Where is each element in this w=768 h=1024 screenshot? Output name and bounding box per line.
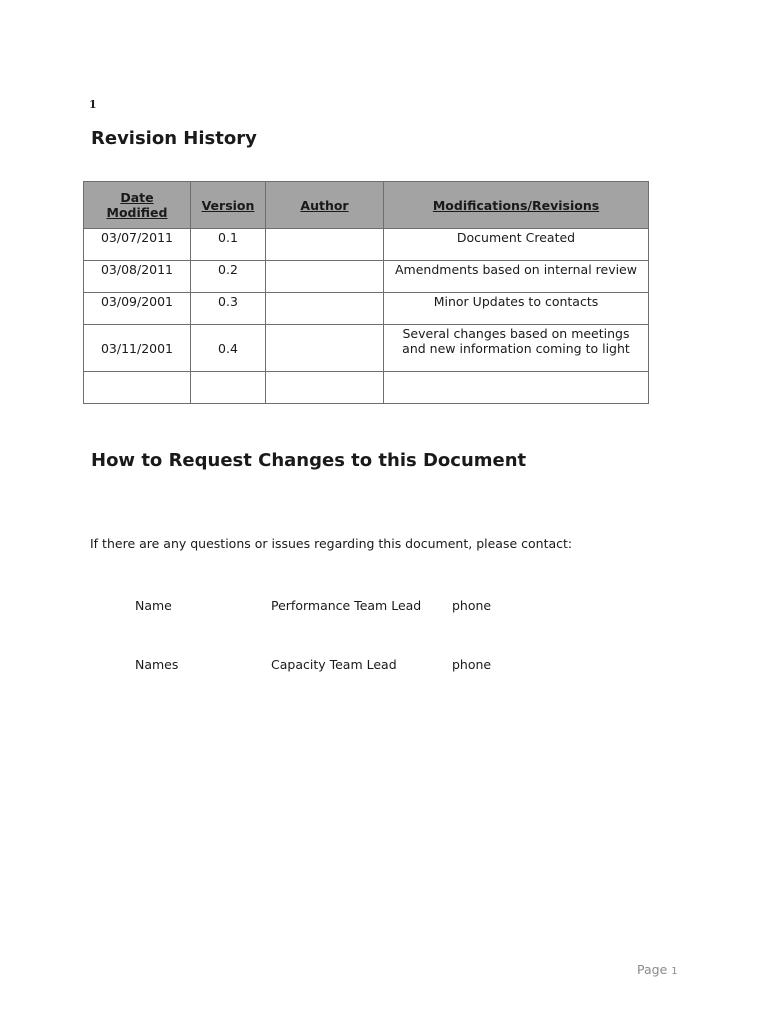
cell-date: 03/09/2001 bbox=[84, 293, 191, 325]
cell-version: 0.1 bbox=[191, 229, 266, 261]
cell-date: 03/11/2001 bbox=[84, 325, 191, 372]
header-version: Version bbox=[191, 182, 266, 229]
contact-phone: phone bbox=[452, 657, 492, 672]
cell-author bbox=[266, 372, 384, 404]
contact-phone: phone bbox=[452, 598, 492, 613]
table-row-empty bbox=[84, 372, 649, 404]
cell-modifications: Minor Updates to contacts bbox=[384, 293, 649, 325]
cell-modifications: Document Created bbox=[384, 229, 649, 261]
table-row bbox=[84, 325, 649, 372]
cell-author bbox=[266, 325, 384, 372]
footer-page-label: Page bbox=[637, 962, 668, 977]
cell-modifications bbox=[384, 372, 649, 404]
contact-name: Name bbox=[135, 598, 172, 613]
cell-version: 0.2 bbox=[191, 261, 266, 293]
cell-version: 0.3 bbox=[191, 293, 266, 325]
cell-date: 03/08/2011 bbox=[84, 261, 191, 293]
cell-modifications-line1: Several changes based on meetings bbox=[402, 326, 630, 341]
cell-modifications bbox=[384, 325, 649, 372]
page-marker: 1 bbox=[89, 98, 97, 111]
contact-name: Names bbox=[135, 657, 179, 672]
cell-author bbox=[266, 293, 384, 325]
contact-intro-text: If there are any questions or issues regarding this document, please contact: bbox=[90, 536, 573, 551]
cell-date bbox=[84, 372, 191, 404]
contact-role: Performance Team Lead bbox=[271, 598, 422, 613]
header-date-modified bbox=[84, 182, 191, 229]
header-date-line1: Date bbox=[120, 190, 154, 205]
cell-modifications-line2: and new information coming to light bbox=[402, 341, 630, 356]
header-author: Author bbox=[266, 182, 384, 229]
footer-page-number: 1 bbox=[671, 966, 678, 977]
request-changes-title: How to Request Changes to this Document bbox=[91, 450, 527, 471]
revision-history-table bbox=[83, 181, 649, 404]
table-header-row bbox=[84, 182, 649, 229]
contact-row bbox=[0, 657, 768, 677]
contact-row bbox=[0, 598, 768, 618]
cell-modifications: Amendments based on internal review bbox=[384, 261, 649, 293]
contact-role: Capacity Team Lead bbox=[271, 657, 397, 672]
table-row bbox=[84, 293, 649, 325]
cell-version: 0.4 bbox=[191, 325, 266, 372]
header-date-line2: Modified bbox=[106, 205, 168, 220]
cell-date: 03/07/2011 bbox=[84, 229, 191, 261]
revision-history-title: Revision History bbox=[91, 128, 257, 149]
table-row bbox=[84, 229, 649, 261]
header-modifications: Modifications/Revisions bbox=[384, 182, 649, 229]
table-row bbox=[84, 261, 649, 293]
cell-version bbox=[191, 372, 266, 404]
cell-author bbox=[266, 261, 384, 293]
page-footer bbox=[637, 962, 678, 977]
cell-author bbox=[266, 229, 384, 261]
